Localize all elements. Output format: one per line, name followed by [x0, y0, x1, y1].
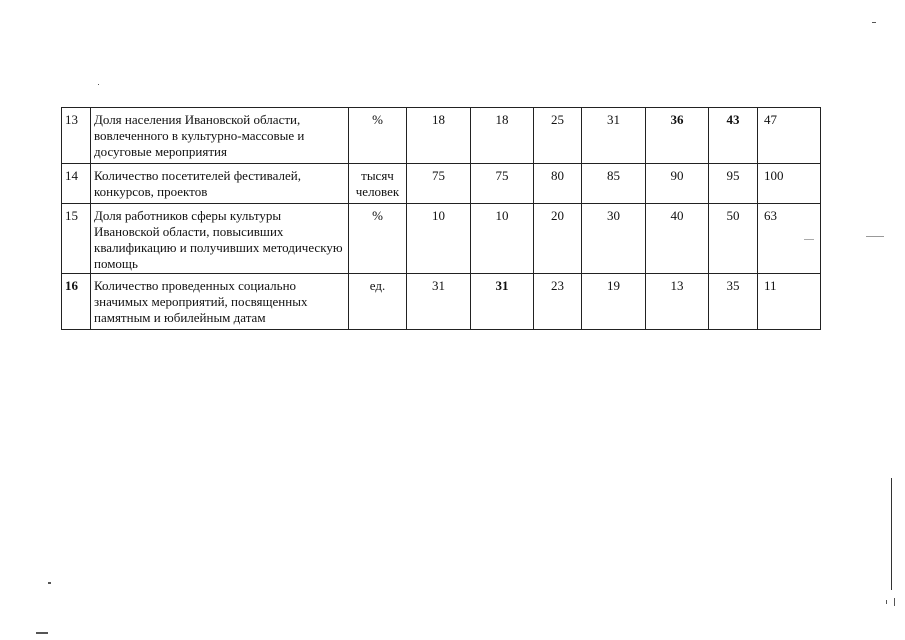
scan-edge-line: [891, 478, 892, 590]
row-number: 15: [62, 204, 91, 274]
value-cell: 19: [582, 274, 646, 330]
value-cell: 31: [407, 274, 471, 330]
unit-cell: %: [349, 108, 407, 164]
value-cell: 35: [709, 274, 758, 330]
value-cell: 50: [709, 204, 758, 274]
value-cell: 36: [646, 108, 709, 164]
indicators-table: [61, 107, 821, 330]
value-cell: 85: [582, 164, 646, 204]
value-cell: 31: [582, 108, 646, 164]
row-number: 13: [62, 108, 91, 164]
value-cell: 63: [758, 204, 821, 274]
value-cell: 25: [534, 108, 582, 164]
unit-cell: тысяч человек: [349, 164, 407, 204]
scan-speck: [866, 236, 884, 237]
table-row: [62, 108, 821, 164]
value-cell: 13: [646, 274, 709, 330]
value-cell: 95: [709, 164, 758, 204]
value-cell: 18: [471, 108, 534, 164]
indicator-name: Количество проведенных социально значимых мероприятий, посвященных памятным и юбилейным датам: [91, 274, 349, 330]
value-cell: 40: [646, 204, 709, 274]
table-row: [62, 164, 821, 204]
value-cell: 10: [471, 204, 534, 274]
value-cell: 20: [534, 204, 582, 274]
value-cell: 75: [407, 164, 471, 204]
value-cell: 18: [407, 108, 471, 164]
table-row: [62, 204, 821, 274]
scan-speck: [36, 632, 48, 634]
value-cell: 75: [471, 164, 534, 204]
scan-speck: [804, 239, 814, 240]
value-cell: 100: [758, 164, 821, 204]
scan-speck: [98, 84, 99, 85]
value-cell: 43: [709, 108, 758, 164]
scan-speck: [48, 582, 51, 584]
unit-cell: ед.: [349, 274, 407, 330]
value-cell: 23: [534, 274, 582, 330]
value-cell: 30: [582, 204, 646, 274]
value-cell: 80: [534, 164, 582, 204]
indicator-name: Количество посетителей фестивалей, конкурсов, проектов: [91, 164, 349, 204]
scan-speck: [872, 22, 876, 23]
indicator-name: Доля работников сферы культуры Ивановской области, повысивших квалификацию и получивших методическую помощь: [91, 204, 349, 274]
scan-speck: [886, 600, 887, 604]
value-cell: 31: [471, 274, 534, 330]
value-cell: 11: [758, 274, 821, 330]
table-row: [62, 274, 821, 330]
row-number: 14: [62, 164, 91, 204]
value-cell: 90: [646, 164, 709, 204]
indicator-name: Доля населения Ивановской области, вовлеченного в культурно-массовые и досуговые мероприятия: [91, 108, 349, 164]
value-cell: 47: [758, 108, 821, 164]
row-number: 16: [62, 274, 91, 330]
value-cell: 10: [407, 204, 471, 274]
unit-cell: %: [349, 204, 407, 274]
scan-speck: [894, 598, 895, 606]
